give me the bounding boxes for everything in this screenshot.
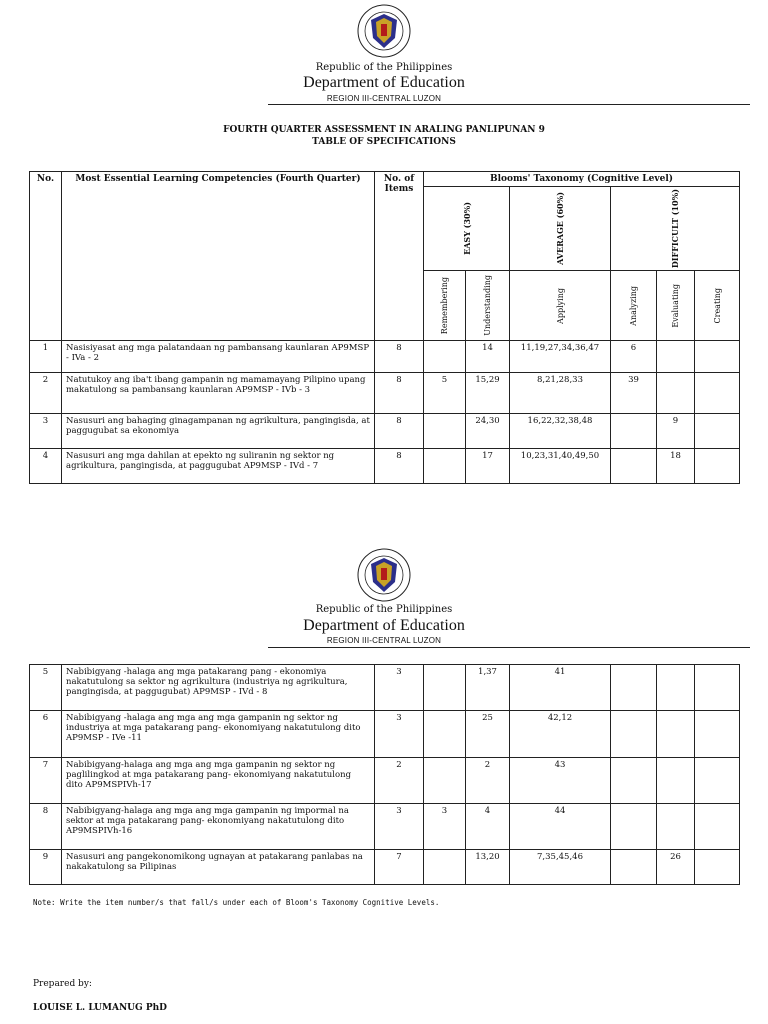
row-analyzing: 39 [611, 373, 657, 414]
republic-label: Republic of the Philippines [315, 604, 453, 615]
tos-table-page1 [29, 171, 740, 484]
col-header-blooms: Blooms' Taxonomy (Cognitive Level) [424, 172, 740, 187]
row-items: 3 [375, 804, 424, 850]
row-creating [695, 758, 740, 804]
row-applying: 41 [510, 665, 611, 711]
row-analyzing [611, 850, 657, 885]
row-applying: 10,23,31,40,49,50 [510, 449, 611, 484]
row-no: 4 [30, 449, 62, 484]
row-creating [695, 449, 740, 484]
row-applying: 7,35,45,46 [510, 850, 611, 885]
region-label: REGION III-CENTRAL LUZON [326, 636, 442, 645]
row-competency: Nabibigyang -halaga ang mga ang mga gampanin ng sektor ng industriya at mga patakarang pang- ekonomiyang nakatutulong dito AP9MSP - IVe -11 [62, 711, 375, 758]
row-no: 9 [30, 850, 62, 885]
row-remembering [424, 449, 466, 484]
row-competency: Natutukoy ang iba't ibang gampanin ng mamamayang Pilipino upang makatulong sa pambansang kaunlaran AP9MSP - IVb - 3 [62, 373, 375, 414]
row-competency: Nabibigyang-halaga ang mga ang mga gampanin ng impormal na sektor at mga patakarang pang- ekonomiyang nakatutulong dito AP9MSPIVh-16 [62, 804, 375, 850]
row-evaluating [657, 665, 695, 711]
row-no: 8 [30, 804, 62, 850]
deped-seal-logo [357, 4, 411, 58]
row-competency: Nabibigyang -halaga ang mga patakarang pang - ekonomiya nakatutulong sa sektor ng agrikultura (industriya ng agrikultura, pangingisda, at paggugubat) AP9MSP - IVd - 8 [62, 665, 375, 711]
sub-applying: Applying [555, 287, 565, 324]
col-header-no: No. [30, 172, 62, 341]
row-competency: Nabibigyang-halaga ang mga ang mga gampanin ng sektor ng paglilingkod at mga patakarang pang- ekonomiyang nakatutulong dito AP9MSPIVh-17 [62, 758, 375, 804]
row-evaluating: 9 [657, 414, 695, 449]
row-no: 3 [30, 414, 62, 449]
row-remembering [424, 850, 466, 885]
col-header-competency: Most Essential Learning Competencies (Fourth Quarter) [62, 172, 375, 341]
row-evaluating: 26 [657, 850, 695, 885]
row-evaluating [657, 373, 695, 414]
row-understanding: 14 [466, 341, 510, 373]
level-average: AVERAGE (60%) [555, 192, 565, 265]
sub-creating: Creating [712, 287, 722, 324]
row-understanding: 2 [466, 758, 510, 804]
table-row [30, 414, 740, 449]
row-understanding: 13,20 [466, 850, 510, 885]
header-rule [268, 104, 750, 105]
table-row [30, 373, 740, 414]
row-no: 6 [30, 711, 62, 758]
row-analyzing: 6 [611, 341, 657, 373]
row-competency: Nasusuri ang mga dahilan at epekto ng suliranin ng sektor ng agrikultura, pangingisda, at paggugubat AP9MSP - IVd - 7 [62, 449, 375, 484]
row-analyzing [611, 665, 657, 711]
row-items: 7 [375, 850, 424, 885]
row-creating [695, 414, 740, 449]
row-understanding: 15,29 [466, 373, 510, 414]
row-applying: 43 [510, 758, 611, 804]
row-items: 8 [375, 414, 424, 449]
region-label: REGION III-CENTRAL LUZON [326, 94, 442, 103]
republic-label: Republic of the Philippines [315, 62, 453, 73]
row-understanding: 24,30 [466, 414, 510, 449]
row-creating [695, 665, 740, 711]
row-no: 7 [30, 758, 62, 804]
row-analyzing [611, 758, 657, 804]
row-remembering [424, 758, 466, 804]
col-header-items: No. of Items [375, 172, 424, 341]
row-applying: 44 [510, 804, 611, 850]
row-evaluating [657, 804, 695, 850]
row-evaluating [657, 758, 695, 804]
row-creating [695, 850, 740, 885]
row-understanding: 25 [466, 711, 510, 758]
table-row [30, 665, 740, 711]
row-items: 2 [375, 758, 424, 804]
row-evaluating [657, 711, 695, 758]
table-row [30, 449, 740, 484]
row-applying: 42,12 [510, 711, 611, 758]
row-competency: Nasisiyasat ang mga palatandaan ng pambansang kaunlaran AP9MSP - IVa - 2 [62, 341, 375, 373]
row-no: 2 [30, 373, 62, 414]
tos-title: TABLE OF SPECIFICATIONS [312, 137, 456, 147]
prepared-by-label: Prepared by: [33, 979, 92, 989]
row-understanding: 4 [466, 804, 510, 850]
row-evaluating [657, 341, 695, 373]
sub-remembering: Remembering [440, 277, 449, 335]
row-evaluating: 18 [657, 449, 695, 484]
table-row [30, 341, 740, 373]
row-applying: 11,19,27,34,36,47 [510, 341, 611, 373]
level-easy: EASY (30%) [461, 202, 472, 256]
sub-evaluating: Evaluating [671, 283, 680, 328]
row-applying: 16,22,32,38,48 [510, 414, 611, 449]
row-analyzing [611, 414, 657, 449]
row-items: 3 [375, 711, 424, 758]
row-understanding: 17 [466, 449, 510, 484]
row-remembering [424, 341, 466, 373]
row-items: 8 [375, 373, 424, 414]
row-remembering [424, 711, 466, 758]
table-note: Note: Write the item number/s that fall/s under each of Bloom's Taxonomy Cognitive Levels. [33, 898, 440, 907]
row-no: 1 [30, 341, 62, 373]
table-row [30, 711, 740, 758]
row-no: 5 [30, 665, 62, 711]
row-analyzing [611, 449, 657, 484]
row-creating [695, 341, 740, 373]
row-remembering [424, 665, 466, 711]
sub-analyzing: Analyzing [629, 285, 638, 326]
row-competency: Nasusuri ang bahaging ginagampanan ng agrikultura, pangingisda, at paggugubat sa ekonomiya [62, 414, 375, 449]
sub-understanding: Understanding [483, 275, 492, 337]
deped-seal-logo [357, 548, 411, 602]
row-analyzing [611, 804, 657, 850]
row-remembering: 3 [424, 804, 466, 850]
row-items: 8 [375, 449, 424, 484]
row-competency: Nasusuri ang pangekonomikong ugnayan at patakarang panlabas na nakakatulong sa Pilipinas [62, 850, 375, 885]
row-creating [695, 804, 740, 850]
row-analyzing [611, 711, 657, 758]
row-remembering [424, 414, 466, 449]
row-creating [695, 373, 740, 414]
row-remembering: 5 [424, 373, 466, 414]
table-row [30, 850, 740, 885]
row-items: 8 [375, 341, 424, 373]
table-row [30, 804, 740, 850]
tos-table-page2 [29, 664, 740, 885]
department-title: Department of Education [303, 74, 465, 91]
table-row [30, 758, 740, 804]
signer-name: LOUISE L. LUMANUG PhD [33, 1003, 167, 1013]
row-creating [695, 711, 740, 758]
row-applying: 8,21,28,33 [510, 373, 611, 414]
header-rule [268, 647, 750, 648]
row-understanding: 1,37 [466, 665, 510, 711]
assessment-title: FOURTH QUARTER ASSESSMENT IN ARALING PANLIPUNAN 9 [223, 125, 545, 135]
row-items: 3 [375, 665, 424, 711]
department-title: Department of Education [303, 617, 465, 634]
level-difficult: DIFFICULT (10%) [670, 189, 680, 269]
